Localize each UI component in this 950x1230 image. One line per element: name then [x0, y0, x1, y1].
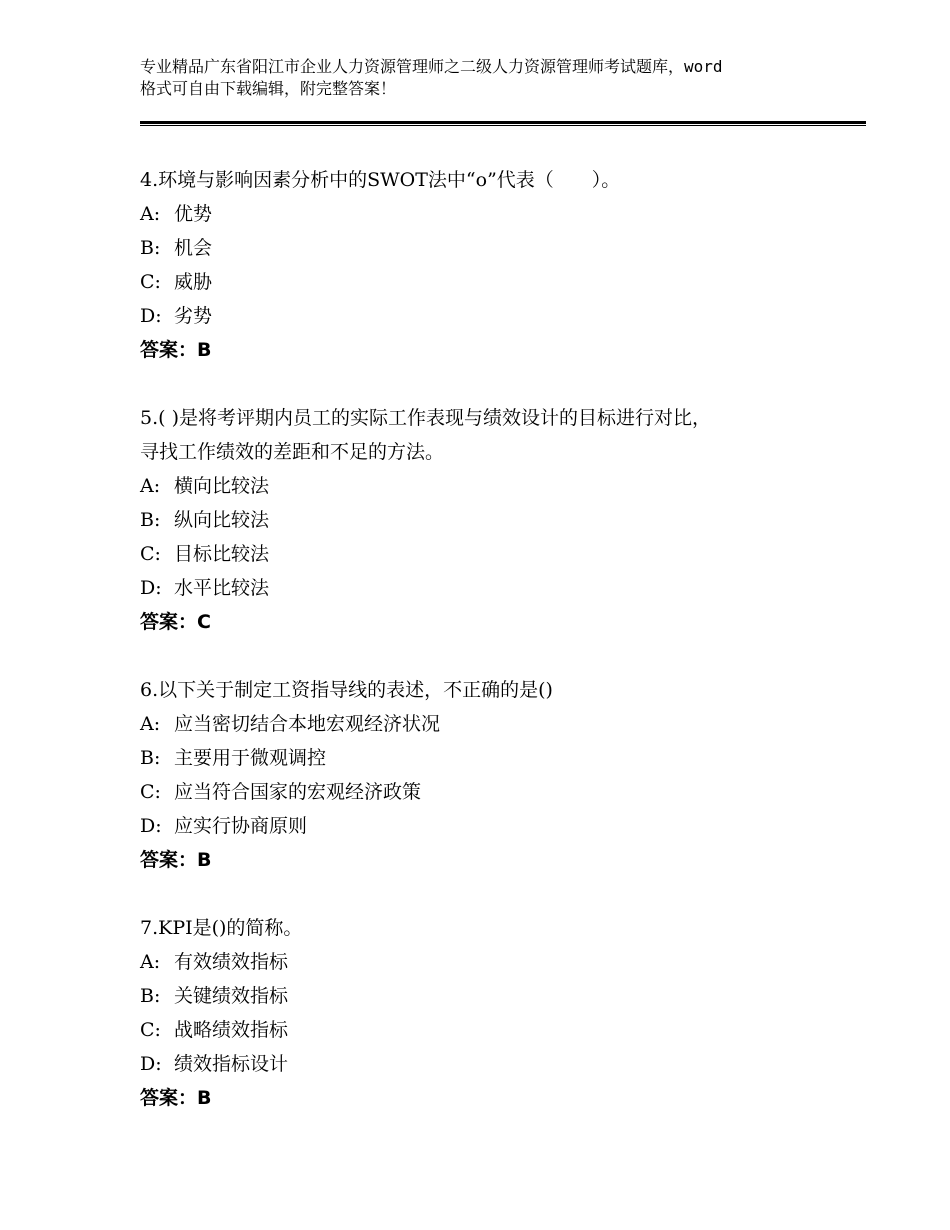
question-list — [140, 163, 860, 1149]
option-d — [140, 1047, 860, 1081]
option-text: 机会 — [174, 237, 213, 259]
option-d — [140, 809, 860, 843]
question-stem: 7.KPI是()的简称。 — [140, 917, 303, 939]
answer-label: 答案：B — [140, 339, 212, 361]
option-a — [140, 469, 860, 503]
option-text: 战略绩效指标 — [174, 1019, 289, 1041]
option-letter: C: — [140, 1019, 161, 1041]
header-title-line-1: 专业精品广东省阳江市企业人力资源管理师之二级人力资源管理师考试题库，word — [140, 57, 723, 76]
option-letter: B: — [140, 985, 161, 1007]
option-a — [140, 707, 860, 741]
option-text: 应实行协商原则 — [174, 815, 308, 837]
answer-label: 答案：B — [140, 1087, 212, 1109]
option-c — [140, 537, 860, 571]
option-letter: A: — [140, 951, 161, 973]
question-stem: 6.以下关于制定工资指导线的表述，不正确的是() — [140, 679, 553, 701]
option-b — [140, 979, 860, 1013]
option-text: 应当密切结合本地宏观经济状况 — [174, 713, 441, 735]
answer-label: 答案：B — [140, 849, 212, 871]
option-letter: D: — [140, 577, 162, 599]
option-text: 目标比较法 — [174, 543, 270, 565]
option-letter: D: — [140, 1053, 162, 1075]
option-letter: C: — [140, 271, 161, 293]
question-5 — [140, 401, 860, 639]
option-letter: D: — [140, 305, 162, 327]
option-text: 横向比较法 — [174, 475, 270, 497]
document-header — [140, 56, 840, 100]
question-7 — [140, 911, 860, 1115]
option-letter: B: — [140, 509, 161, 531]
question-6 — [140, 673, 860, 877]
option-letter: D: — [140, 815, 162, 837]
option-letter: A: — [140, 203, 161, 225]
option-letter: B: — [140, 237, 161, 259]
question-stem-continued: 寻找工作绩效的差距和不足的方法。 — [140, 441, 445, 463]
question-4 — [140, 163, 860, 367]
header-divider-thin — [140, 125, 866, 126]
option-d — [140, 299, 860, 333]
option-letter: C: — [140, 543, 161, 565]
option-text: 主要用于微观调控 — [174, 747, 327, 769]
option-text: 优势 — [174, 203, 213, 225]
question-stem: 4.环境与影响因素分析中的SWOT法中“o”代表（ ）。 — [140, 169, 621, 191]
option-text: 纵向比较法 — [174, 509, 270, 531]
option-text: 应当符合国家的宏观经济政策 — [174, 781, 422, 803]
option-a — [140, 945, 860, 979]
option-c — [140, 265, 860, 299]
option-a — [140, 197, 860, 231]
option-letter: B: — [140, 747, 161, 769]
option-b — [140, 231, 860, 265]
option-d — [140, 571, 860, 605]
option-text: 威胁 — [174, 271, 213, 293]
option-b — [140, 741, 860, 775]
header-title-line-2: 格式可自由下载编辑，附完整答案！ — [140, 79, 397, 98]
option-c — [140, 1013, 860, 1047]
option-text: 绩效指标设计 — [174, 1053, 289, 1075]
option-text: 有效绩效指标 — [174, 951, 289, 973]
option-letter: C: — [140, 781, 161, 803]
option-text: 水平比较法 — [174, 577, 270, 599]
option-letter: A: — [140, 475, 161, 497]
header-divider-thick — [140, 121, 866, 124]
question-stem: 5.( )是将考评期内员工的实际工作表现与绩效设计的目标进行对比， — [140, 407, 711, 429]
option-c — [140, 775, 860, 809]
answer-label: 答案：C — [140, 611, 211, 633]
option-letter: A: — [140, 713, 161, 735]
option-text: 关键绩效指标 — [174, 985, 289, 1007]
option-text: 劣势 — [174, 305, 213, 327]
option-b — [140, 503, 860, 537]
